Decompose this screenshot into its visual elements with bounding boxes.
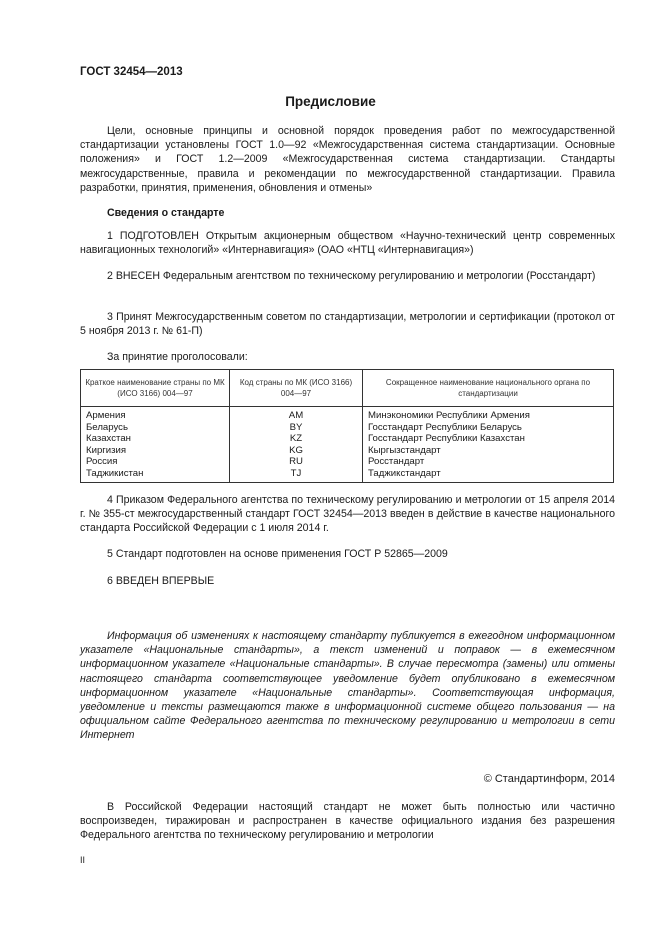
country-code-cell: TJ xyxy=(230,468,363,482)
table-row xyxy=(81,468,614,482)
standards-body-cell: Минэкономики Республики Армения xyxy=(363,407,614,422)
item-5: 5 Стандарт подготовлен на основе применения ГОСТ Р 52865—2009 xyxy=(107,548,448,560)
intro-paragraph: Цели, основные принципы и основной порядок проведения работ по межгосударственной стандартизации установлены ГОСТ 1.0—92 «Межгосударственная система стандартизации. Основные положения» и ГОСТ 1.2—2009 «Межгосударственная система стандартизации. Стандарты межгосударственные, правила и рекомендации по межгосударственной стандартизации. Правила разработки, принятия, применения, обновления и отмены» xyxy=(80,125,615,194)
standards-body-cell: Госстандарт Республики Беларусь xyxy=(363,422,614,434)
standards-body-cell: Таджикстандарт xyxy=(363,468,614,482)
standards-body-cell: Кыргызстандарт xyxy=(363,445,614,457)
table-row xyxy=(81,407,614,422)
item-4: 4 Приказом Федерального агентства по техническому регулированию и метрологии от 15 апреля 2014 г. № 355-ст межгосударственный стандарт ГОСТ 32454—2013 введен в действие в качестве национального стандарта Российской Федерации с 1 июля 2014 г. xyxy=(80,494,615,535)
item-2: 2 ВНЕСЕН Федеральным агентством по техническому регулированию и метрологии (Росстандарт) xyxy=(107,270,596,282)
country-name-cell: Таджикистан xyxy=(81,468,230,482)
country-name-cell: Беларусь xyxy=(81,422,230,434)
voted-label: За принятие проголосовали: xyxy=(107,351,248,363)
country-code-cell: AM xyxy=(230,407,363,422)
table-row xyxy=(81,422,614,434)
item-3: 3 Принят Межгосударственным советом по стандартизации, метрологии и сертификации (протокол от 5 ноября 2013 г. № 61-П) xyxy=(80,311,615,338)
country-name-cell: Казахстан xyxy=(81,433,230,445)
country-name-cell: Россия xyxy=(81,456,230,468)
legal-notice: В Российской Федерации настоящий стандарт не может быть полностью или частично воспроизведен, тиражирован и распространен в качестве официального издания без разрешения Федерального агентства по техническому регулированию и метрологии xyxy=(80,801,615,842)
item-1: 1 ПОДГОТОВЛЕН Открытым акционерным обществом «Научно-технический центр современных навигационных технологий» «Интернавигация» (ОАО «НТЦ «Интернавигация») xyxy=(80,230,615,257)
col-country-code-header: Код страны по МК (ИСО 3166) 004—97 xyxy=(230,370,363,407)
col-country-name-header: Краткое наименование страны по МК (ИСО 3166) 004—97 xyxy=(81,370,230,407)
page-title: Предисловие xyxy=(285,94,376,109)
table-row xyxy=(81,445,614,457)
doc-header: ГОСТ 32454—2013 xyxy=(80,66,183,78)
copyright: © Стандартинформ, 2014 xyxy=(483,773,615,785)
country-code-cell: KG xyxy=(230,445,363,457)
voting-table xyxy=(80,369,614,483)
table-row xyxy=(81,433,614,445)
standards-body-cell: Госстандарт Республики Казахстан xyxy=(363,433,614,445)
country-code-cell: RU xyxy=(230,456,363,468)
table-header-row xyxy=(81,370,614,407)
standards-body-cell: Росстандарт xyxy=(363,456,614,468)
table-row xyxy=(81,456,614,468)
country-code-cell: BY xyxy=(230,422,363,434)
country-name-cell: Киргизия xyxy=(81,445,230,457)
country-code-cell: KZ xyxy=(230,433,363,445)
info-note: Информация об изменениях к настоящему стандарту публикуется в ежегодном информационном указателе «Национальные стандарты», а текст изменений и поправок — в ежемесячном информационном указателе «Национальные стандарты». В случае пересмотра (замены) или отмены настоящего стандарта соответствующее уведомление будет опубликовано в ежемесячном информационном указателе «Национальные стандарты». Соответствующая информация, уведомление и тексты размещаются также в информационной системе общего пользования — на официальном сайте Федерального агентства по техническому регулированию и метрологии в сети Интернет xyxy=(80,630,615,742)
col-standards-body-header: Сокращенное наименование национального органа по стандартизации xyxy=(363,370,614,407)
page-number: II xyxy=(80,855,86,865)
section-heading: Сведения о стандарте xyxy=(107,207,225,219)
item-6: 6 ВВЕДЕН ВПЕРВЫЕ xyxy=(107,575,215,587)
country-name-cell: Армения xyxy=(81,407,230,422)
